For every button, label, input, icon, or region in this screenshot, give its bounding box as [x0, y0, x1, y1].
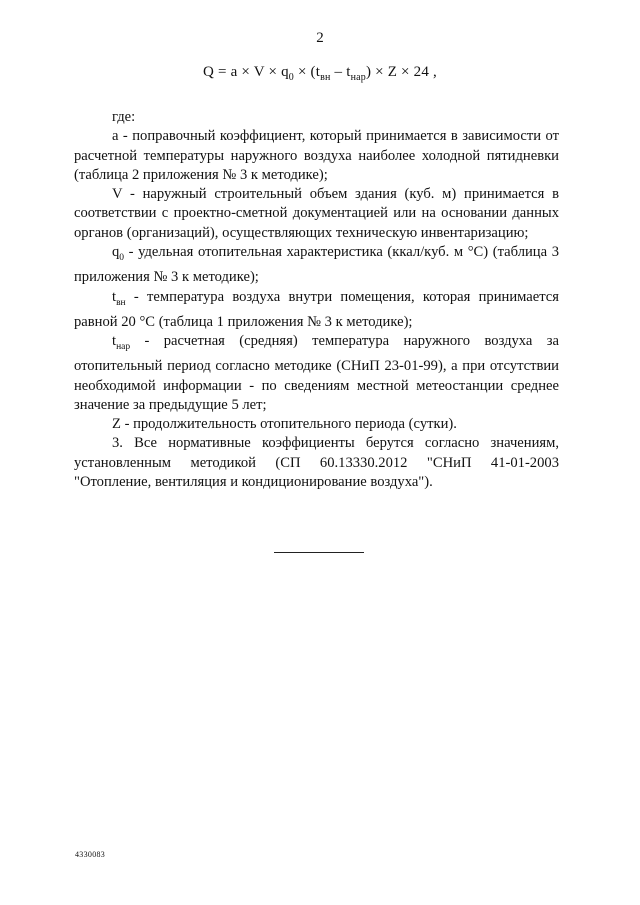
end-rule — [274, 552, 364, 553]
formula-lhs: Q = a × V × q — [203, 64, 289, 80]
page-number: 2 — [316, 30, 324, 46]
q0-subscript: 0 — [119, 252, 125, 263]
definition-z: Z - продолжительность отопительного периода (сутки). — [112, 416, 457, 433]
formula-rhs: ) × Z × 24 , — [365, 64, 437, 80]
definition-a: а - поправочный коэффициент, который принимается в зависимости от расчетной температуры наружного воздуха наиболее холодной пятидневки (таблица 2 приложения № 3 к методике); — [74, 128, 559, 183]
tin-text: - температура воздуха внутри помещения, которая принимается равной 20 °С (таблица 1 приложения № 3 к методике); — [74, 288, 559, 330]
formula-tout-subscript: нар — [350, 72, 366, 83]
q0-symbol: q — [112, 244, 120, 261]
where-label: где: — [112, 109, 136, 125]
tout-text: - расчетная (средняя) температура наружного воздуха за отопительный период согласно методике (СНиП 23-01-99), а при отсутствии необходимой информации - по сведениям местной метеостанции среднее значение за предыдущие 5 лет; — [74, 333, 559, 413]
definition-v: V - наружный строительный объем здания (куб. м) принимается в соответствии с проектно-сметной документацией или на основании данных органов (организаций), осуществляющих техническую инвентаризацию; — [74, 186, 559, 241]
formula-mid1: × (t — [294, 64, 321, 80]
tin-subscript: вн — [116, 297, 126, 308]
tin-symbol: t — [112, 288, 117, 305]
formula-tin-subscript: вн — [320, 72, 331, 83]
tout-subscript: нар — [116, 341, 131, 352]
formula-q-subscript: 0 — [288, 72, 294, 83]
formula-mid2: – t — [330, 64, 351, 80]
q0-text: - удельная отопительная характеристика (ккал/куб. м °С) (таблица 3 приложения № 3 к методике); — [74, 244, 559, 286]
tout-symbol: t — [112, 333, 117, 350]
definition-tout — [74, 332, 559, 415]
formula — [0, 64, 640, 83]
footer-code: 4330083 — [75, 850, 106, 859]
definition-q0 — [74, 243, 559, 288]
definition-tin — [74, 288, 559, 333]
item-3: 3. Все нормативные коэффициенты берутся согласно значениям, установленным методикой (СП 60.13330.2012 "СНиП 41-01-2003 "Отопление, вентиляция и кондиционирование воздуха"). — [74, 435, 559, 491]
body-text — [74, 108, 559, 492]
